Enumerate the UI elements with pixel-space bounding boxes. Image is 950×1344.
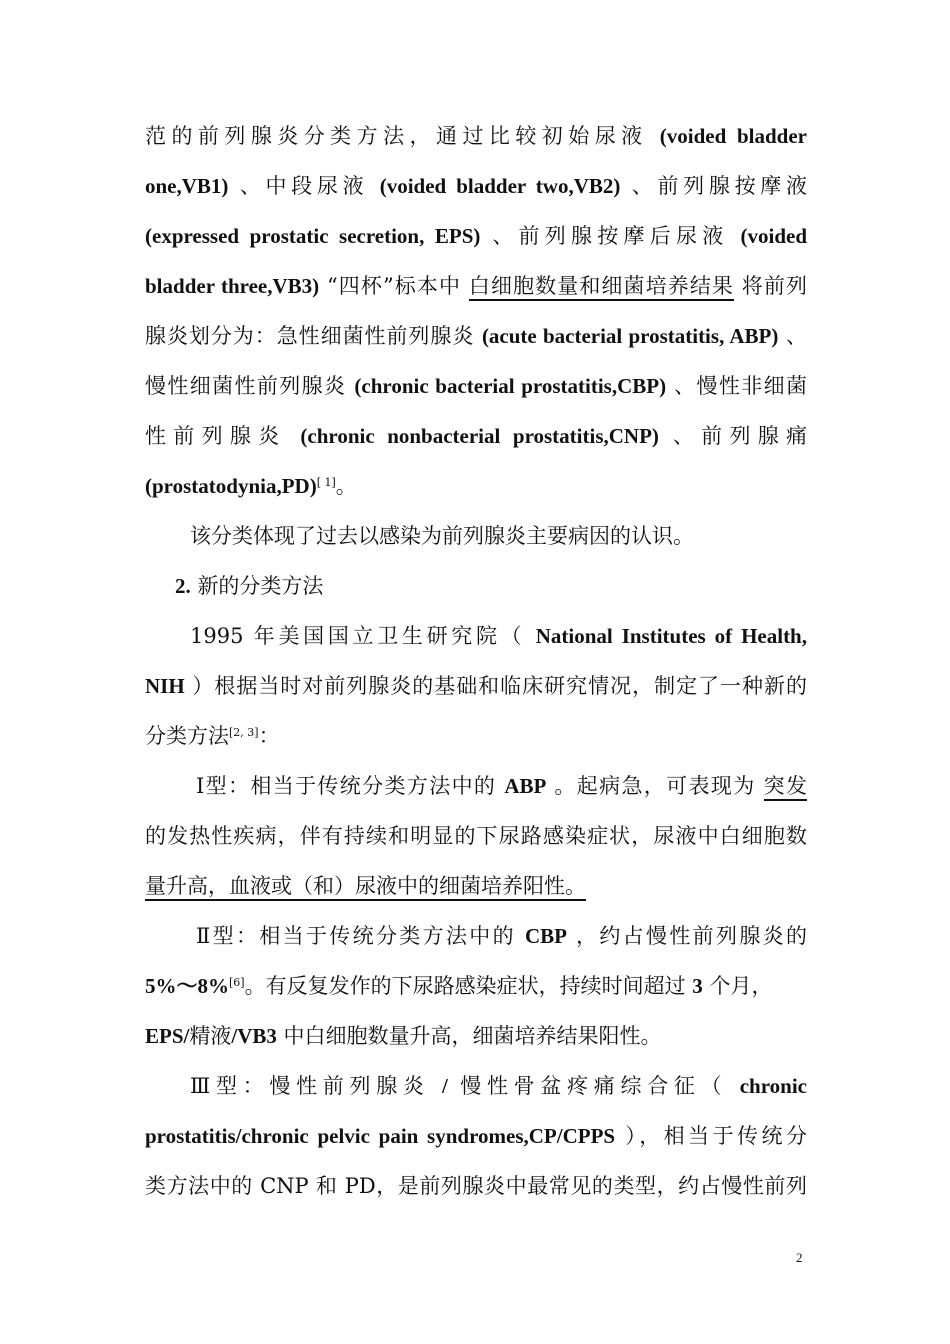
heading-number: 2. [175, 574, 191, 598]
bold-term: (acute bacterial prostatitis, ABP) [481, 324, 779, 348]
bold-term: (chronic bacterial prostatitis,CBP) [354, 374, 667, 398]
text: 类方法中的 CNP 和 PD，是前列腺炎中最常见的类型，约占慢性前列 [145, 1174, 807, 1198]
bold-term: (expressed prostatic secretion, EPS) [145, 224, 481, 248]
underlined-text: 量升高，血液或（和）尿液中的细菌培养阳性。 [145, 874, 586, 901]
text: 、前列腺按摩后尿液 [492, 224, 729, 248]
text: 、中段尿液 [239, 174, 369, 198]
bold-term: /VB3 [231, 1024, 277, 1048]
text: ）根据当时对前列腺炎的基础和临床研究情况，制定了一种新的 [192, 674, 807, 698]
bold-term: bladder three,VB3) [145, 274, 320, 298]
type1-line-1 [196, 771, 807, 801]
section-heading [175, 571, 807, 601]
p1-line-2 [145, 171, 807, 201]
p1-line-8 [145, 471, 807, 501]
text: 的发热性疾病，伴有持续和明显的下尿路感染症状，尿液中白细胞数 [145, 824, 807, 848]
p1-line-5 [145, 321, 807, 351]
type1-line-2 [145, 821, 807, 851]
underlined-text: 白细胞数量和细菌培养结果 [469, 274, 734, 301]
p1-line-4 [145, 271, 807, 301]
text: 范的前列腺炎分类方法，通过比较初始尿液 [145, 124, 648, 148]
text: 个月， [702, 974, 773, 998]
bold-term: (voided bladder two,VB2) [379, 174, 621, 198]
bold-term: / [442, 1074, 448, 1098]
text: ，约占慢性前列腺炎的 [575, 924, 807, 948]
p1-line-6 [145, 371, 807, 401]
underlined-text: 突发 [764, 774, 807, 801]
p1-line-3 [145, 221, 807, 251]
bold-term: EPS/ [145, 1024, 190, 1048]
text: Ⅱ型：相当于传统分类方法中的 [196, 924, 525, 948]
text: Ⅲ型：慢性前列腺炎 [190, 1074, 430, 1098]
text: 慢性细菌性前列腺炎 [145, 374, 347, 398]
citation-ref: [ 1] [316, 476, 336, 489]
text: 慢性骨盆疼痛综合征（ [460, 1074, 728, 1098]
text: 分类方法 [145, 724, 229, 748]
type1-line-3 [145, 871, 807, 901]
bold-term: CBP [524, 924, 567, 948]
p1-line-7 [145, 421, 807, 451]
text: Ⅰ型：相当于传统分类方法中的 [196, 774, 505, 798]
citation-ref: [2, 3] [229, 726, 259, 739]
type2-line-1 [196, 921, 807, 951]
type3-line-2 [145, 1121, 807, 1151]
text: 、前列腺痛 [672, 424, 807, 448]
p1-line-1 [145, 121, 807, 151]
bold-term: 5%～8% [145, 974, 229, 998]
type3-line-3 [145, 1171, 807, 1201]
bold-term: (voided [740, 224, 807, 248]
p3-line-1 [190, 621, 807, 651]
heading-title: 新的分类方法 [197, 574, 324, 598]
p3-line-3 [145, 721, 807, 751]
text: 该分类体现了过去以感染为前列腺炎主要病因的认识。 [190, 524, 694, 548]
text: 腺炎划分为：急性细菌性前列腺炎 [145, 324, 475, 348]
bold-term: chronic [739, 1074, 807, 1098]
text: 。 [335, 474, 357, 498]
citation-ref: [6] [229, 976, 245, 989]
bold-term: (prostatodynia,PD) [145, 474, 317, 498]
page-number: 2 [796, 1250, 803, 1265]
p3-line-2 [145, 671, 807, 701]
text: 将前列 [741, 274, 807, 298]
type2-line-3 [145, 1021, 807, 1051]
text: 。起病急，可表现为 [554, 774, 756, 798]
bold-term: (voided bladder [659, 124, 807, 148]
text: ），相当于传统分 [625, 1124, 807, 1148]
text: 、慢性非细菌 [674, 374, 807, 398]
text: 、前列腺按摩液 [631, 174, 807, 198]
text: 精液 [189, 1024, 232, 1048]
bold-term: ABP [504, 774, 547, 798]
type2-line-2 [145, 971, 807, 1001]
bold-term: one,VB1) [145, 174, 229, 198]
text: 1995 年美国国立卫生研究院（ [190, 624, 526, 648]
text: 中白细胞数量升高，细菌培养结果阳性。 [276, 1024, 662, 1048]
text: 性前列腺炎 [145, 424, 287, 448]
text: ： [258, 724, 280, 748]
bold-term: prostatitis/chronic pelvic pain syndromes,CP/CPPS [145, 1124, 616, 1148]
text: “四杯”标本中 [326, 274, 462, 298]
bold-term: NIH [145, 674, 185, 698]
type3-line-1 [190, 1071, 807, 1101]
bold-term: 3 [692, 974, 703, 998]
text: 、 [786, 324, 807, 348]
bold-term: (chronic nonbacterial prostatitis,CNP) [300, 424, 659, 448]
bold-term: National Institutes of Health, [535, 624, 807, 648]
text: 。有反复发作的下尿路感染症状，持续时间超过 [244, 974, 693, 998]
p2-line-1 [190, 521, 807, 551]
